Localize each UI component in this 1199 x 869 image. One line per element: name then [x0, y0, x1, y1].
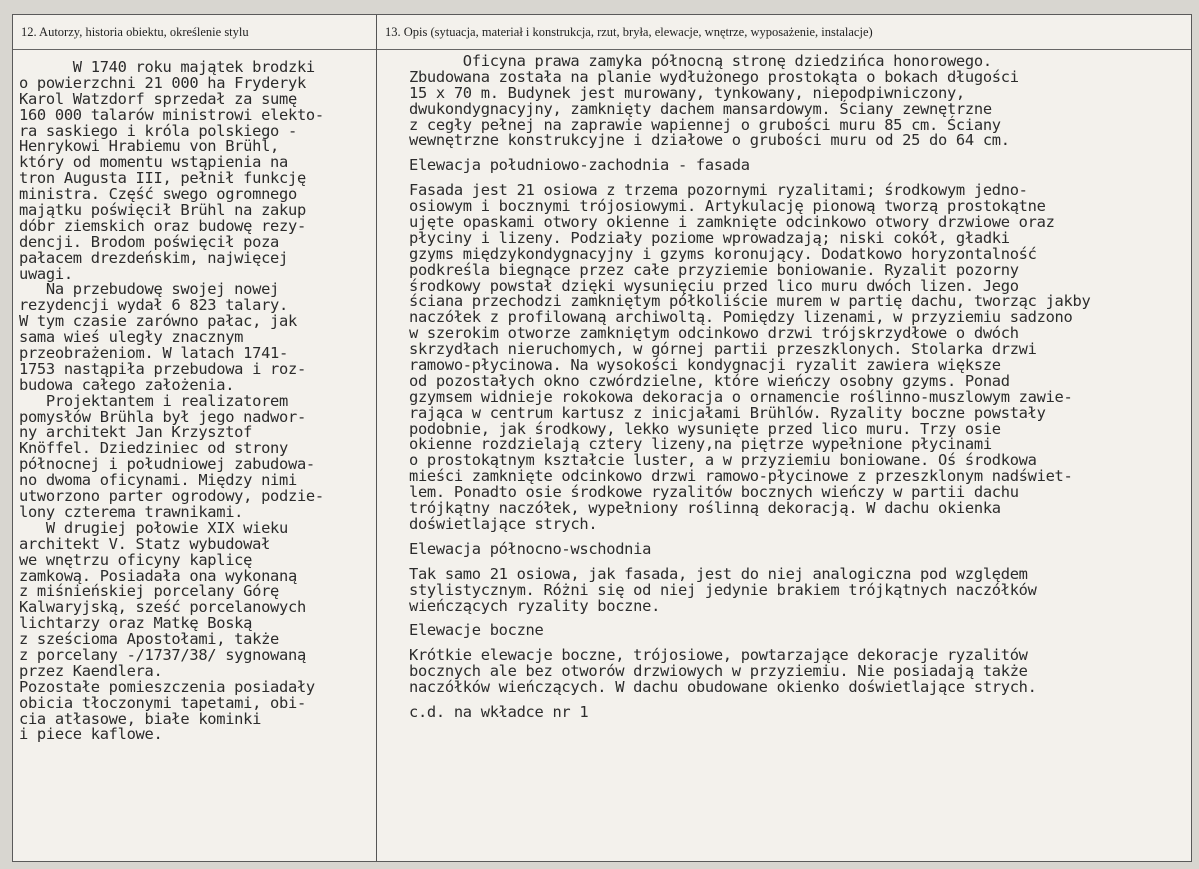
description-line: z cegły pełnej na zaprawie wapiennej o grubości muru 85 cm. Ściany: [409, 115, 1001, 134]
history-line: ministra. Część swego ogromnego: [19, 185, 297, 204]
description-line: bocznych ale bez otworów drzwiowych w przyziemiu. Nie posiadają także: [409, 662, 1028, 681]
history-line: z miśnieńskiej porcelany Górę: [19, 582, 280, 601]
history-line: utworzono parter ogrodowy, podzie-: [19, 487, 324, 506]
section-heading-line: c.d. na wkładce nr 1: [409, 702, 589, 721]
history-line: lony czterema trawnikami.: [19, 502, 244, 521]
history-line: który od momentu wstąpienia na: [19, 153, 288, 172]
history-line: budowa całego założenia.: [19, 375, 235, 394]
description-line: ściana przechodzi zamkniętym półkoliście murem w partię dachu, tworząc jakby: [409, 292, 1091, 311]
history-line: 1753 nastąpiła przebudowa i roz-: [19, 359, 306, 378]
section-12-header: 12. Autorzy, historia obiektu, określenie stylu: [21, 25, 249, 39]
history-line: zamkową. Posiadała ona wykonaną: [19, 566, 297, 585]
description-line: doświetlające strych.: [409, 514, 598, 533]
section-heading-line: Elewacje boczne: [409, 621, 544, 640]
history-line: Karol Watzdorf sprzedał za sumę: [19, 89, 297, 108]
history-line: 160 000 talarów ministrowi elekto-: [19, 105, 324, 124]
description-line: okienne rozdzielają cztery lizeny,na piętrze wypełnione płycinami: [409, 435, 992, 454]
description-line: dwukondygnacyjny, zamknięty dachem mansardowym. Ściany zewnętrzne: [409, 99, 992, 118]
description-line: trójkątny naczółek, wypełniony roślinną dekoracją. W dachu okienka: [409, 499, 1001, 518]
column-divider: [376, 15, 377, 861]
description-line: ujęte opaskami otwory okienne i zamknięte odcinkowo otwory drzwiowe oraz: [409, 213, 1055, 232]
history-line: pomysłów Brühla był jego nadwor-: [19, 407, 306, 426]
history-line: W drugiej połowie XIX wieku: [19, 518, 288, 537]
description-line: 15 x 70 m. Budynek jest murowany, tynkowany, niepodpiwniczony,: [409, 83, 965, 102]
history-line: tron Augusta III, pełnił funkcję: [19, 169, 306, 188]
history-line: pałacem drezdeńskim, najwięcej: [19, 248, 288, 267]
description-line: Fasada jest 21 osiowa z trzema pozornymi ryzalitami; środkowym jedno-: [409, 181, 1028, 200]
description-line: naczółek z profilowaną archiwoltą. Pomiędzy lizenami, w przyziemiu sadzono: [409, 308, 1073, 327]
history-line: dencji. Brodom poświęcił poza: [19, 232, 280, 251]
history-line: ny architekt Jan Krzysztof: [19, 423, 253, 442]
description-line: Krótkie elewacje boczne, trójosiowe, powtarzające dekoracje ryzalitów: [409, 646, 1028, 665]
description-line: skrzydłach nieruchomych, w górnej partii przeszklonych. Stolarka drzwi: [409, 340, 1037, 359]
description-line: Tak samo 21 osiowa, jak fasada, jest do niej analogiczna pod względem: [409, 564, 1028, 583]
description-line: Zbudowana została na planie wydłużonego prostokąta o bokach długości: [409, 67, 1019, 86]
history-line: we wnętrzu oficyny kaplicę: [19, 550, 253, 569]
history-line: sama wieś uległy znacznym: [19, 328, 244, 347]
description-line: podobnie, jak środkowy, lekko wysunięte przed lico muru. Trzy osie: [409, 419, 1001, 438]
history-line: cia atłasowe, białe kominki: [19, 709, 262, 728]
history-line: Knöffel. Dziedziniec od strony: [19, 439, 288, 458]
history-line: architekt V. Statz wybudował: [19, 534, 271, 553]
description-line: w szerokim otworze zamkniętym odcinkowo drzwi trójskrzydłowe o dwóch: [409, 324, 1019, 343]
history-line: Kalwaryjską, sześć porcelanowych: [19, 598, 306, 617]
history-line: z porcelany -/1737/38/ sygnowaną: [19, 645, 306, 664]
history-line: no dwoma oficynami. Między nimi: [19, 471, 297, 490]
section-heading-line: Elewacja północno-wschodnia: [409, 539, 652, 558]
description-line: środkowy powstał dzięki wysunięciu przed lico muru dwóch lizen. Jego: [409, 276, 1019, 295]
history-line: rezydencji wydał 6 823 talary.: [19, 296, 288, 315]
description-line: lem. Ponadto osie środkowe ryzalitów bocznych wieńczy w partii dachu: [409, 483, 1019, 502]
history-line: lichtarzy oraz Matkę Boską: [19, 614, 253, 633]
description-line: od pozostałych okno czwórdzielne, które wieńczy osobny gzyms. Ponad: [409, 371, 1010, 390]
history-line: obicia tłoczonymi tapetami, obi-: [19, 693, 306, 712]
section-13-header: 13. Opis (sytuacja, materiał i konstrukcja, rzut, bryła, elewacje, wnętrze, wyposażenie, instalacje): [385, 25, 873, 39]
description-line: o prostokątnym kształcie luster, a w przyziemiu boniowane. Oś środkowa: [409, 451, 1037, 470]
history-line: przez Kaendlera.: [19, 661, 163, 680]
history-line: W tym czasie zarówno pałac, jak: [19, 312, 297, 331]
description-line: stylistycznym. Różni się od niej jedynie brakiem trójkątnych naczółków: [409, 580, 1037, 599]
description-line: gzyms międzykondygnacyjny i gzyms koronujący. Dodatkowo horyzontalność: [409, 244, 1037, 263]
description-line: Oficyna prawa zamyka północną stronę dziedzińca honorowego.: [409, 52, 992, 70]
history-line: z sześcioma Apostołami, także: [19, 630, 280, 649]
description-line: mieści zamknięte odcinkowo drzwi ramowo-płycinowe z przeszklonym nadświet-: [409, 467, 1073, 486]
history-line: o powierzchni 21 000 ha Fryderyk: [19, 73, 306, 92]
description-text-column: [409, 54, 1090, 721]
history-line: W 1740 roku majątek brodzki: [19, 58, 315, 76]
history-line: i piece kaflowe.: [19, 725, 163, 744]
description-line: płyciny i lizeny. Podziały poziome wprowadzają; niski cokół, gładki: [409, 228, 1010, 247]
history-line: Pozostałe pomieszczenia posiadały: [19, 677, 315, 696]
description-line: rająca w centrum kartusz z inicjałami Brühlów. Ryzality boczne powstały: [409, 403, 1046, 422]
history-text-column: [19, 60, 324, 743]
description-line: ramowo-płycinowa. Na wysokości kondygnacji ryzalit zawiera większe: [409, 356, 1001, 375]
history-line: północnej i południowej zabudowa-: [19, 455, 315, 474]
description-line: wieńczących ryzality boczne.: [409, 596, 661, 615]
header-rule: [13, 49, 1191, 50]
section-heading-line: Elewacja południowo-zachodnia - fasada: [409, 156, 750, 175]
history-line: Projektantem i realizatorem: [19, 391, 288, 410]
description-line: naczółków wieńczących. W dachu obudowane okienko doświetlające strych.: [409, 678, 1037, 697]
history-line: Henrykowi Hrabiemu von Brühl,: [19, 137, 280, 156]
history-line: ra saskiego i króla polskiego -: [19, 121, 297, 140]
history-line: dóbr ziemskich oraz budowę rezy-: [19, 216, 306, 235]
history-line: majątku poświęcił Brühl na zakup: [19, 201, 306, 220]
description-line: podkreśla biegnące przez całe przyziemie boniowanie. Ryzalit pozorny: [409, 260, 1019, 279]
history-line: Na przebudowę swojej nowej: [19, 280, 280, 299]
description-line: wewnętrzne konstrukcyjne i działowe o grubości muru od 25 do 64 cm.: [409, 131, 1010, 150]
history-line: uwagi.: [19, 264, 73, 283]
description-line: osiowym i bocznymi trójosiowymi. Artykulację pionową tworzą prostokątne: [409, 197, 1046, 216]
history-line: przeobrażeniom. W latach 1741-: [19, 344, 288, 363]
description-line: gzymsem widnieje rokokowa dekoracja o ornamencie roślinno-muszlowym zawie-: [409, 387, 1073, 406]
